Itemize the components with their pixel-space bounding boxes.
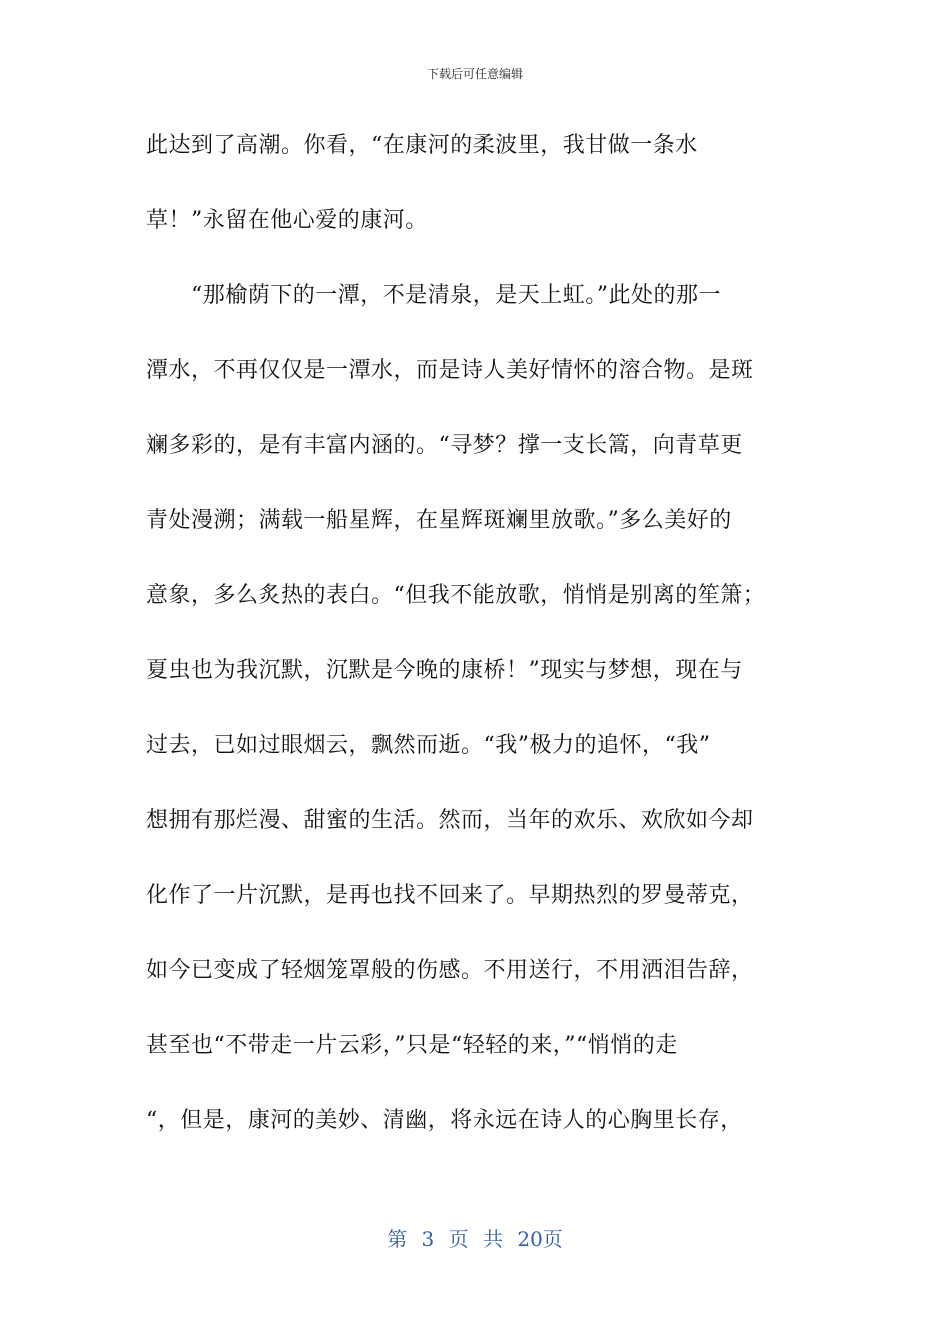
text-line: 潭水，不再仅仅是一潭水，而是诗人美好情怀的溶合物。是斑 <box>146 358 754 383</box>
text-line: 斓多彩的，是有丰富内涵的。“寻梦？撑一支长篙，向青草更 <box>146 433 743 458</box>
text-line: 意象，多么炙热的表白。“但我不能放歌，悄悄是别离的笙箫； <box>146 583 766 608</box>
text-line: 想拥有那烂漫、甜蜜的生活。然而，当年的欢乐、欢欣如今却 <box>146 808 754 833</box>
text-line: 草！”永留在他心爱的康河。 <box>146 208 428 233</box>
text-line: 化作了一片沉默，是再也找不回来了。早期热烈的罗曼蒂克， <box>146 883 754 908</box>
text-line: 夏虫也为我沉默，沉默是今晚的康桥！”现实与梦想，现在与 <box>146 658 743 683</box>
text-line: 甚至也“不带走一片云彩，”只是“轻轻的来，”“悄悄的走 <box>146 1033 678 1058</box>
text-line: “那榆荫下的一潭，不是清泉，是天上虹。”此处的那一 <box>146 283 721 308</box>
body-text <box>146 124 806 1174</box>
page-header: 下载后可任意编辑 <box>426 67 523 81</box>
text-line: “，但是，康河的美妙、清幽，将永远在诗人的心胸里长存， <box>146 1108 743 1133</box>
text-line: 此达到了高潮。你看，“在康河的柔波里，我甘做一条水 <box>146 133 698 158</box>
text-line: 过去，已如过眼烟云，飘然而逝。“我”极力的追怀，“我” <box>146 733 711 758</box>
page-number-footer: 第 3 页 共 20页 <box>387 1227 563 1251</box>
text-line: 青处漫溯；满载一船星辉，在星辉斑斓里放歌。”多么美好的 <box>146 508 732 533</box>
text-line: 如今已变成了轻烟笼罩般的伤感。不用送行，不用洒泪告辞， <box>146 958 754 983</box>
